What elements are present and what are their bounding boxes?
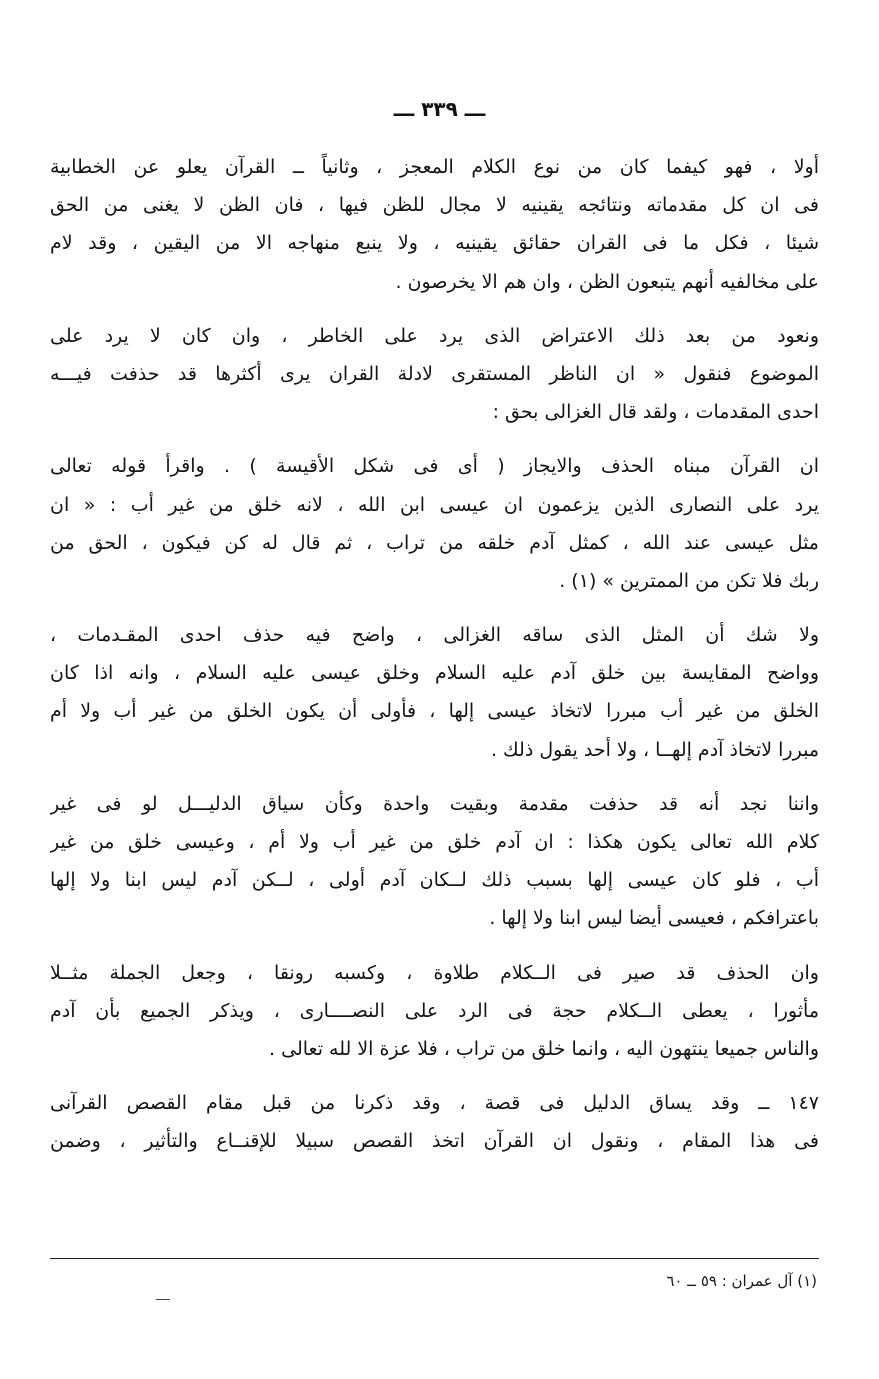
footnote: (١) آل عمران : ٥٩ ــ ٦٠ [666,1272,817,1290]
text-line: يرد على النصارى الذين يزعمون ان عيسى ابن الله ، لانه خلق من غير أب : « ان [50,493,819,516]
text-line: كلام الله تعالى يكون هكذا : ان آدم خلق من غير أب ولا أم ، وعيسى خلق من غير [50,831,819,853]
paragraph-5 [50,785,819,938]
page-body [50,148,819,1161]
text-line: أب ، فلو كان عيسى إلها بسبب ذلك لــكان آدم أولى ، لــكن آدم ليس ابنا ولا إلها [50,869,819,892]
text-line: مأثورا ، يعطى الــكلام حجة فى الرد على النصــــارى ، ويذكر الجميع بأن آدم [50,999,819,1022]
paragraph-7 [50,1084,819,1160]
text-line: احدى المقدمات ، ولقد قال الغزالى بحق : [492,401,819,424]
text-line: شيئا ، فكل ما فى القران حقائق يقينيه ، ولا ينبع منهاجه الا من اليقين ، وقد لام [50,232,819,255]
text-line: والناس جميعا ينتهون اليه ، وانما خلق من تراب ، فلا عزة الا لله تعالى . [269,1037,819,1060]
footnote-divider [50,1258,819,1259]
text-line: ربك فلا تكن من الممترين » (١) . [559,569,819,592]
text-line: على مخالفيه أنهم يتبعون الظن ، وان هم الا يخرصون . [395,270,819,293]
text-line: ١٤٧ ــ وقد يساق الدليل فى قصة ، وقد ذكرنا من قبل مقام القصص القرآنى [50,1092,819,1115]
footnote-continuation-mark [156,1299,170,1300]
text-line: ان القرآن مبناه الحذف والايجاز ( أى فى شكل الأقيسة ) . واقرأ قوله تعالى [50,455,819,478]
paragraph-3 [50,447,819,600]
text-line: أولا ، فهو كيفما كان من نوع الكلام المعجز ، وثانياً ــ القرآن يعلو عن الخطابية [50,156,819,178]
text-line: وواضح المقايسة بين خلق آدم عليه السلام وخلق عيسى عليه السلام ، وانه اذا كان [50,662,819,685]
text-line: الخلق من غير أب مبررا لاتخاذ عيسى إلها ، فأولى أن يكون الخلق من غير أب ولا أم [50,700,819,723]
text-line: مثل عيسى عند الله ، كمثل آدم خلقه من تراب ، ثم قال له كن فيكون ، الحق من [50,531,819,554]
page-number: ـــ ٣٣٩ ـــ [393,97,486,121]
text-line: مبررا لاتخاذ آدم إلهــا ، ولا أحد يقول ذلك . [490,738,819,761]
text-line: وان الحذف قد صير فى الــكلام طلاوة ، وكسبه رونقا ، وجعل الجملة مثــلا [50,961,819,984]
text-line: فى ان كل مقدماته ونتائجه يقينيه لا مجال للظن فيها ، فان الظن لا يغنى من الحق [50,194,819,217]
text-line: الموضوع فنقول « ان الناظر المستقرى لادلة القران يرى أكثرها قد حذفت فيـــه [50,362,819,385]
text-line: باعترافكم ، فعيسى أيضا ليس ابنا ولا إلها . [489,907,819,930]
paragraph-1 [50,148,819,301]
paragraph-6 [50,954,819,1069]
text-line: واننا نجد أنه قد حذفت مقدمة وبقيت واحدة وكأن سياق الدليـــل لو فى غير [50,792,819,815]
paragraph-4 [50,616,819,769]
paragraph-2 [50,317,819,432]
text-line: ولا شك أن المثل الذى ساقه الغزالى ، واضح فيه حذف احدى المقـدمات ، [50,624,819,647]
text-line: ونعود من بعد ذلك الاعتراض الذى يرد على الخاطر ، وان كان لا يرد على [50,324,819,347]
text-line: فى هذا المقام ، ونقول ان القرآن اتخذ القصص سبيلا للإقنــاع والتأثير ، وضمن [50,1130,819,1153]
